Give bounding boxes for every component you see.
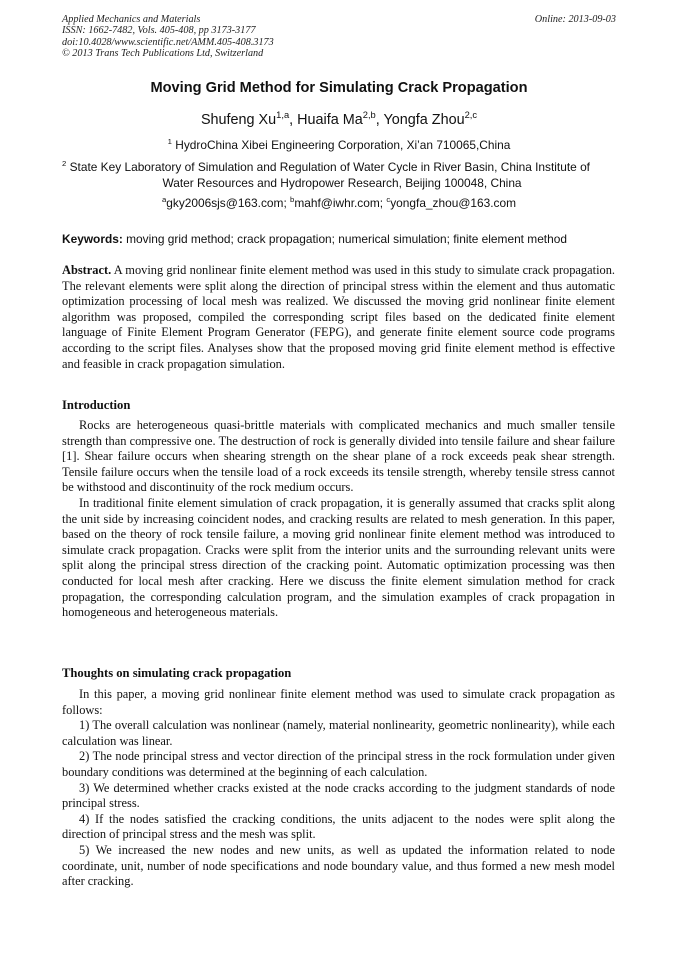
email-separator: ; xyxy=(283,196,291,210)
journal-header xyxy=(62,14,616,60)
affiliation-text-line2: Water Resources and Hydropower Research, Beijing 100048, China xyxy=(162,176,522,190)
paragraph: Rocks are heterogeneous quasi-brittle materials with complicated mechanics and much smaller tensile strength than compressive one. The destruction of rock is generally divided into tensile failure and shear failure [1]. Shear failure occurs when shearing strength on the shear plane of a rock exceeds peak shear strength. Tensile failure occurs when the tensile load of a rock exceeds its tensile strength, whereby tensile stress cannot be withstood and discontinuity of the rock medium occurs. xyxy=(62,418,615,495)
email-superscript: c xyxy=(386,195,391,205)
paper-title: Moving Grid Method for Simulating Crack Propagation xyxy=(150,80,528,96)
author-superscript: 1,a xyxy=(276,110,290,121)
keywords xyxy=(62,232,622,246)
email-address[interactable]: yongfa_zhou@163.com xyxy=(390,196,517,210)
thoughts-body xyxy=(62,687,615,890)
list-item: 2) The node principal stress and vector direction of the principal stress in the rock formulation under given boundary conditions was determined at the beginning of each calculation. xyxy=(62,749,615,779)
author-list xyxy=(0,112,678,128)
author-name: Shufeng Xu xyxy=(200,112,277,128)
author-name: Yongfa Zhou xyxy=(383,112,465,128)
affiliation-2 xyxy=(62,159,622,191)
author-name: Huaifa Ma xyxy=(297,112,363,128)
author-separator: , xyxy=(375,112,384,128)
list-item: 1) The overall calculation was nonlinear (namely, material nonlinearity, geometric nonlinearity), while each calculation was linear. xyxy=(62,718,615,748)
email-address[interactable]: gky2006sjs@163.com xyxy=(166,196,284,210)
paragraph: In traditional finite element simulation of crack propagation, it is generally assumed that cracks split along the unit side by increasing coincident nodes, and cracking results are related to mesh generation. In this paper, based on the theory of rock tensile failure, a moving grid nonlinear finite element method was introduced to simulate crack propagation. Cracks were split from the interior units and the surrounding relevant units were split along the principal stress direction of the cracking point. Automatic optimization processing was then conducted for local mesh after cracking. Here we discuss the finite element simulation method for crack propagation, the corresponding calculation program, and the simulation examples of crack propagation in homogeneous and heterogeneous materials. xyxy=(62,495,615,620)
author-superscript: 2,b xyxy=(362,110,376,121)
list-item: 4) If the nodes satisfied the cracking conditions, the units adjacent to the nodes were split along the direction of principal stress and the mesh was split. xyxy=(62,811,615,842)
author-superscript: 2,c xyxy=(464,110,478,121)
author-separator: , xyxy=(289,112,298,128)
affiliation-number: 2 xyxy=(62,159,67,169)
abstract-text: A moving grid nonlinear finite element method was used in this study to simulate crack propagation. The relevant elements were split along the direction of principal stress within the element and thus automatic optimization processing of local mesh was realized. We discussed the moving grid nonlinear finite element algorithm was proposed, compiled the corresponding script files based on the dedicated finite element language of Finite Element Program Generator (FEPG), and generate finite element source code programs according to the script files. Analyses show that the proposed moving grid finite element method is effective and feasible in crack propagation simulation. xyxy=(62,263,616,371)
doi-line: doi:10.4028/www.scientific.net/AMM.405-408.3173 xyxy=(62,36,274,48)
email-list xyxy=(0,196,678,210)
keywords-label: Keywords: xyxy=(62,232,123,246)
journal-name: Applied Mechanics and Materials xyxy=(62,14,201,25)
affiliation-text-line1: State Key Laboratory of Simulation and Regulation of Water Cycle in River Basin, China Institute of xyxy=(69,160,590,174)
online-date: Online: 2013-09-03 xyxy=(534,14,616,25)
email-superscript: b xyxy=(290,195,295,205)
affiliation-number: 1 xyxy=(167,137,172,147)
list-item: 3) We determined whether cracks existed at the node cracks according to the judgment standards of node principal stress. xyxy=(62,780,615,811)
abstract xyxy=(62,263,615,372)
affiliation-text: HydroChina Xibei Engineering Corporation, Xi’an 710065,China xyxy=(175,138,511,152)
issn-line: ISSN: 1662-7482, Vols. 405-408, pp 3173-3177 xyxy=(62,25,256,37)
copyright-line: © 2013 Trans Tech Publications Ltd, Switzerland xyxy=(62,48,264,60)
email-address[interactable]: mahf@iwhr.com xyxy=(294,196,380,210)
abstract-label: Abstract. xyxy=(62,263,112,277)
list-item: 5) We increased the new nodes and new units, as well as updated the information related to node coordinate, unit, number of node specifications and node boundary value, and thus formed a new mesh model after cracking. xyxy=(62,842,615,889)
paragraph: In this paper, a moving grid nonlinear finite element method was used to simulate crack propagation as follows: xyxy=(62,687,615,717)
email-separator: ; xyxy=(379,196,387,210)
section-heading-introduction: Introduction xyxy=(62,398,131,412)
keywords-text: moving grid method; crack propagation; numerical simulation; finite element method xyxy=(126,232,567,246)
affiliation-1 xyxy=(0,137,678,153)
introduction-body xyxy=(62,418,615,621)
email-superscript: a xyxy=(161,195,167,205)
section-heading-thoughts: Thoughts on simulating crack propagation xyxy=(62,666,292,680)
